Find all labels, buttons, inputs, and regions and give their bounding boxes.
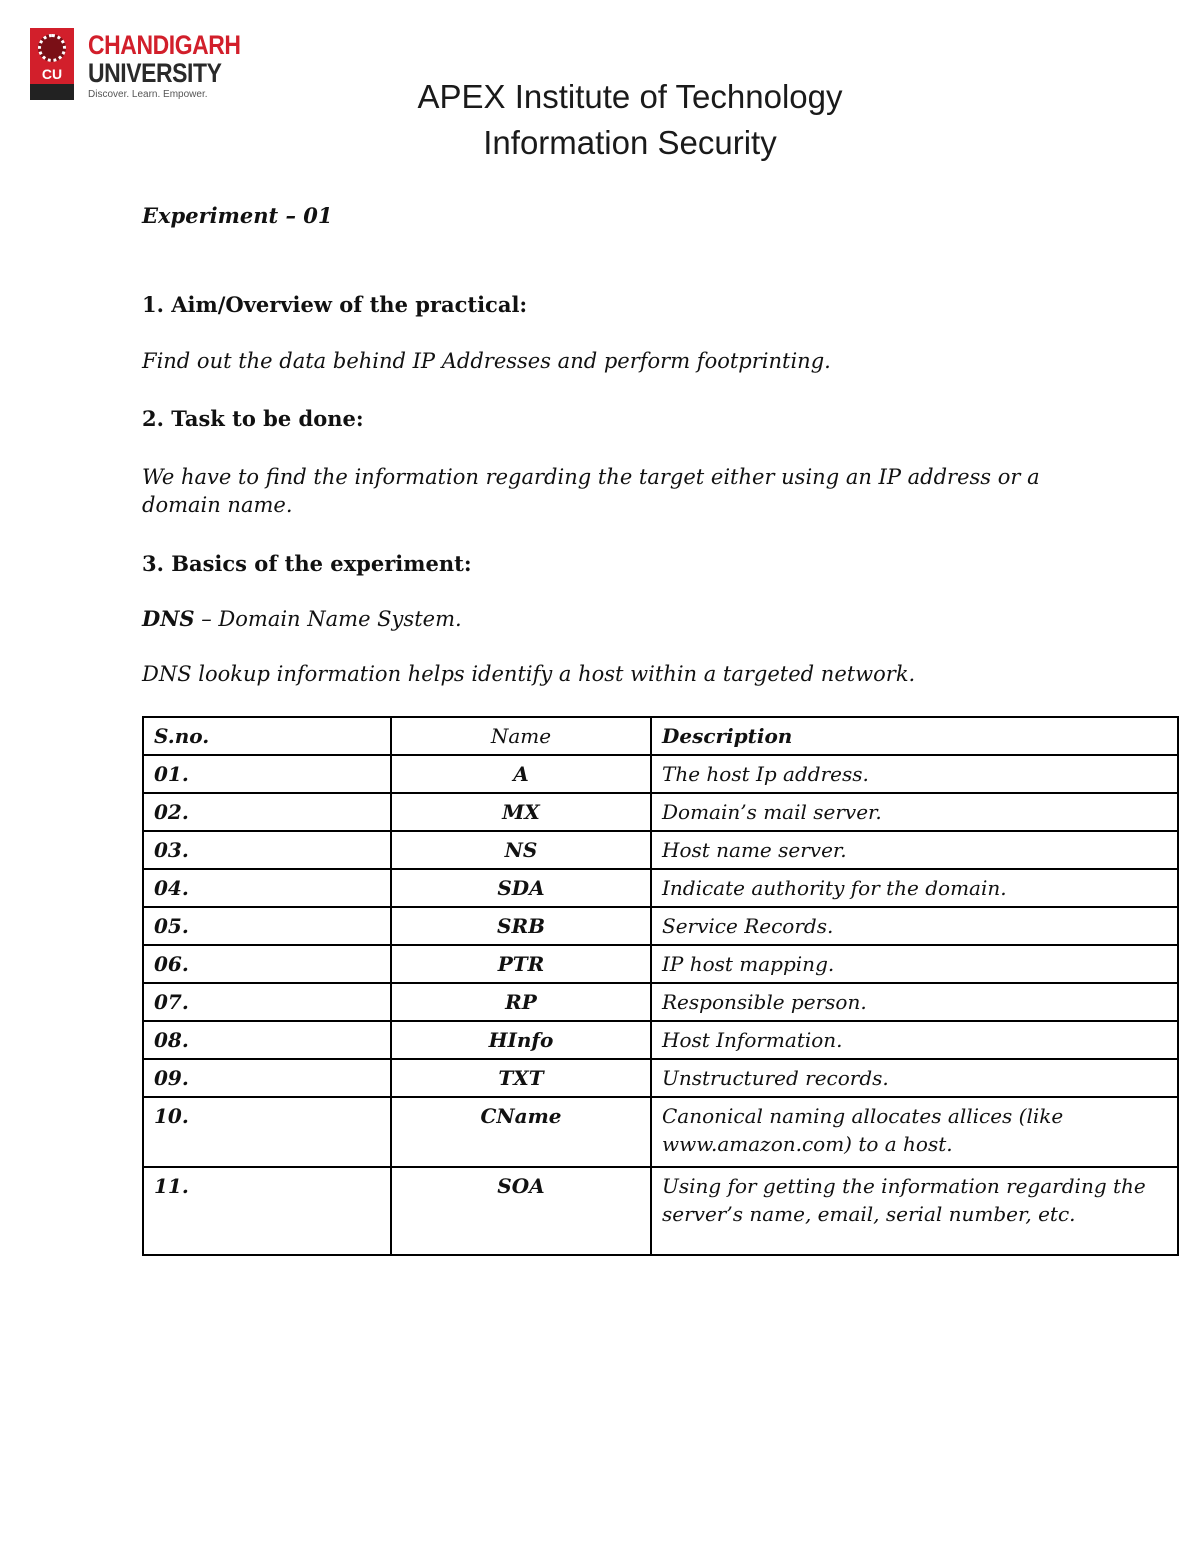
- cell-description: IP host mapping.: [651, 945, 1178, 983]
- header-name: Name: [391, 717, 651, 755]
- dns-records-table: [142, 716, 1179, 1256]
- dns-expansion: – Domain Name System.: [194, 607, 462, 631]
- table-row: [143, 755, 1178, 793]
- university-logo: [30, 28, 240, 103]
- logo-name-line1: CHANDIGARH: [88, 30, 241, 60]
- table-row: [143, 1097, 1178, 1167]
- experiment-heading: Experiment – 01: [142, 203, 333, 228]
- cell-description: Using for getting the information regarding the server’s name, email, serial number, etc.: [651, 1167, 1178, 1255]
- cell-name: MX: [391, 793, 651, 831]
- table-row: [143, 1021, 1178, 1059]
- logo-mark-band: [30, 84, 74, 100]
- cell-sno: 04.: [143, 869, 391, 907]
- header-sno: S.no.: [143, 717, 391, 755]
- aim-text: Find out the data behind IP Addresses and perform footprinting.: [142, 349, 831, 373]
- cell-description: Unstructured records.: [651, 1059, 1178, 1097]
- table-row: [143, 945, 1178, 983]
- table-row: [143, 831, 1178, 869]
- cell-name: TXT: [391, 1059, 651, 1097]
- table-row: [143, 1167, 1178, 1255]
- subject-title: Information Security: [483, 124, 777, 161]
- cell-description: Responsible person.: [651, 983, 1178, 1021]
- cell-sno: 03.: [143, 831, 391, 869]
- cell-name: A: [391, 755, 651, 793]
- cell-sno: 10.: [143, 1097, 391, 1167]
- cell-name: RP: [391, 983, 651, 1021]
- cell-name: SOA: [391, 1167, 651, 1255]
- cell-description: Domain’s mail server.: [651, 793, 1178, 831]
- cell-sno: 02.: [143, 793, 391, 831]
- table-row: [143, 1059, 1178, 1097]
- cell-sno: 07.: [143, 983, 391, 1021]
- cell-sno: 11.: [143, 1167, 391, 1255]
- dns-term: DNS: [142, 606, 195, 631]
- cell-description: Indicate authority for the domain.: [651, 869, 1178, 907]
- basics-heading: 3. Basics of the experiment:: [142, 551, 472, 576]
- task-text-line2: domain name.: [142, 493, 293, 517]
- gear-emblem-icon: [38, 34, 66, 62]
- cell-description: Canonical naming allocates allices (like www.amazon.com) to a host.: [651, 1097, 1178, 1167]
- cell-name: HInfo: [391, 1021, 651, 1059]
- task-text-line1: We have to find the information regarding the target either using an IP address or a: [142, 465, 1040, 489]
- cell-sno: 06.: [143, 945, 391, 983]
- table-row: [143, 907, 1178, 945]
- cell-description: Service Records.: [651, 907, 1178, 945]
- cell-description: Host name server.: [651, 831, 1178, 869]
- table-row: [143, 793, 1178, 831]
- cell-name: NS: [391, 831, 651, 869]
- cell-sno: 08.: [143, 1021, 391, 1059]
- cell-sno: 09.: [143, 1059, 391, 1097]
- cell-sno: 05.: [143, 907, 391, 945]
- logo-tagline: Discover. Learn. Empower.: [88, 89, 208, 100]
- cell-name: PTR: [391, 945, 651, 983]
- table-header-row: [143, 717, 1178, 755]
- cell-description: The host Ip address.: [651, 755, 1178, 793]
- cell-sno: 01.: [143, 755, 391, 793]
- task-heading: 2. Task to be done:: [142, 406, 364, 431]
- logo-mark-text: CU: [41, 66, 63, 82]
- aim-heading: 1. Aim/Overview of the practical:: [142, 292, 528, 317]
- cell-name: CName: [391, 1097, 651, 1167]
- table-row: [143, 869, 1178, 907]
- header-description: Description: [651, 717, 1178, 755]
- logo-emblem: [30, 28, 74, 100]
- institute-title: APEX Institute of Technology: [417, 78, 843, 115]
- cell-description: Host Information.: [651, 1021, 1178, 1059]
- cell-name: SDA: [391, 869, 651, 907]
- table-row: [143, 983, 1178, 1021]
- cell-name: SRB: [391, 907, 651, 945]
- dns-definition: [142, 606, 462, 631]
- dns-lookup-text: DNS lookup information helps identify a host within a targeted network.: [142, 662, 916, 686]
- logo-name-line2: UNIVERSITY: [88, 58, 222, 88]
